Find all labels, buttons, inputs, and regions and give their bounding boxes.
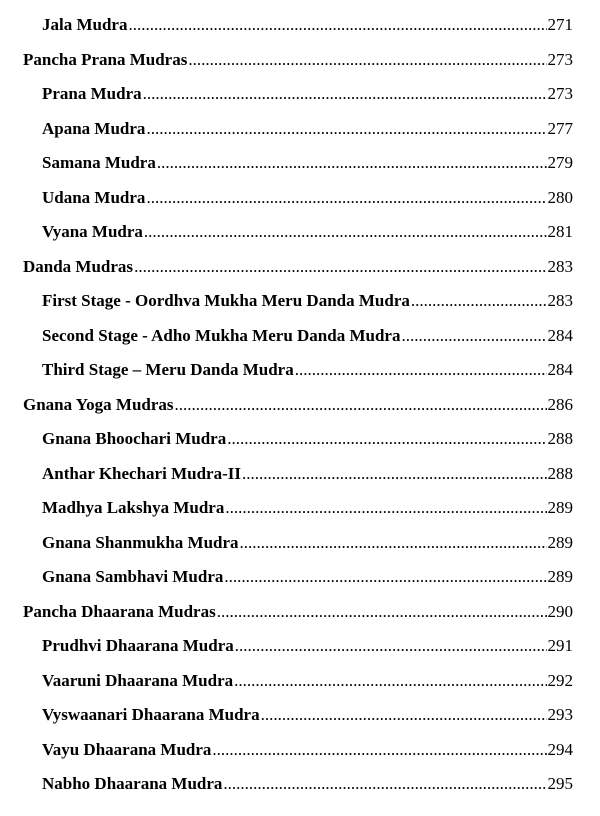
dot-leader	[175, 394, 547, 416]
dot-leader	[146, 187, 546, 209]
toc-entry-title: First Stage - Oordhva Mukha Meru Danda Mudra	[42, 291, 410, 310]
toc-entry-vyana-mudra[interactable]	[42, 221, 573, 243]
dot-leader	[411, 290, 547, 312]
toc-entry-title: Anthar Khechari Mudra-II	[42, 464, 241, 483]
dot-leader	[128, 14, 546, 36]
toc-entry-apana-mudra[interactable]	[42, 118, 573, 140]
dot-leader	[157, 152, 547, 174]
toc-entry-udana-mudra[interactable]	[42, 187, 573, 209]
toc-entry-page-number: 273	[547, 50, 573, 69]
toc-entry-nabho-dhaarana-mudra[interactable]	[42, 773, 573, 795]
toc-entry-pancha-dhaarana-mudras[interactable]	[23, 601, 573, 623]
toc-entry-title: Udana Mudra	[42, 188, 146, 207]
toc-entry-title: Vayu Dhaarana Mudra	[42, 740, 212, 759]
toc-entry-vyswaanari-dhaarana-mudra[interactable]	[42, 704, 573, 726]
toc-entry-title: Jala Mudra	[42, 15, 128, 34]
toc-entry-title: Second Stage - Adho Mukha Meru Danda Mudra	[42, 326, 401, 345]
toc-entry-title: Nabho Dhaarana Mudra	[42, 774, 223, 793]
dot-leader	[223, 773, 546, 795]
toc-entry-danda-mudras[interactable]	[23, 256, 573, 278]
toc-entry-page-number: 273	[547, 84, 573, 103]
toc-entry-gnana-bhoochari-mudra[interactable]	[42, 428, 573, 450]
toc-entry-pancha-prana-mudras[interactable]	[23, 49, 573, 71]
toc-entry-samana-mudra[interactable]	[42, 152, 573, 174]
toc-entry-page-number: 295	[547, 774, 573, 793]
toc-entry-gnana-yoga-mudras[interactable]	[23, 394, 573, 416]
toc-entry-title: Gnana Bhoochari Mudra	[42, 429, 227, 448]
dot-leader	[188, 49, 546, 71]
dot-leader	[143, 83, 547, 105]
dot-leader	[225, 497, 546, 519]
toc-entry-page-number: 289	[547, 533, 573, 552]
toc-entry-page-number: 292	[547, 671, 573, 690]
toc-entry-page-number: 284	[547, 360, 573, 379]
toc-entry-title: Pancha Dhaarana Mudras	[23, 602, 216, 621]
toc-entry-gnana-sambhavi-mudra[interactable]	[42, 566, 573, 588]
dot-leader	[144, 221, 547, 243]
dot-leader	[240, 532, 547, 554]
toc-entry-title: Gnana Shanmukha Mudra	[42, 533, 239, 552]
toc-entry-page-number: 280	[547, 188, 573, 207]
toc-entry-prudhvi-dhaarana-mudra[interactable]	[42, 635, 573, 657]
toc-entry-gnana-shanmukha-mudra[interactable]	[42, 532, 573, 554]
dot-leader	[235, 635, 547, 657]
dot-leader	[401, 325, 546, 347]
toc-entry-page-number: 290	[547, 602, 573, 621]
toc-entry-title: Vaaruni Dhaarana Mudra	[42, 671, 234, 690]
toc-entry-title: Gnana Yoga Mudras	[23, 395, 174, 414]
toc-entry-page-number: 294	[547, 740, 573, 759]
dot-leader	[217, 601, 547, 623]
toc-entry-page-number: 283	[547, 257, 573, 276]
toc-entry-title: Prana Mudra	[42, 84, 142, 103]
toc-entry-page-number: 283	[547, 291, 573, 310]
toc-entry-page-number: 284	[547, 326, 573, 345]
toc-entry-title: Third Stage – Meru Danda Mudra	[42, 360, 294, 379]
toc-entry-anthar-khechari-mudra[interactable]	[42, 463, 573, 485]
toc-entry-page-number: 288	[547, 464, 573, 483]
toc-entry-page-number: 281	[547, 222, 573, 241]
toc-entry-prana-mudra[interactable]	[42, 83, 573, 105]
toc-entry-page-number: 293	[547, 705, 573, 724]
dot-leader	[134, 256, 546, 278]
dot-leader	[212, 739, 546, 761]
toc-entry-title: Madhya Lakshya Mudra	[42, 498, 225, 517]
dot-leader	[227, 428, 546, 450]
toc-entry-page-number: 279	[547, 153, 573, 172]
toc-entry-title: Danda Mudras	[23, 257, 134, 276]
dot-leader	[261, 704, 547, 726]
toc-entry-page-number: 289	[547, 498, 573, 517]
toc-entry-title: Gnana Sambhavi Mudra	[42, 567, 224, 586]
toc-entry-jala-mudra[interactable]	[42, 14, 573, 36]
toc-entry-second-stage[interactable]	[42, 325, 573, 347]
toc-entry-page-number: 291	[547, 636, 573, 655]
toc-entry-madhya-lakshya-mudra[interactable]	[42, 497, 573, 519]
dot-leader	[295, 359, 547, 381]
toc-entry-title: Samana Mudra	[42, 153, 156, 172]
toc-entry-title: Pancha Prana Mudras	[23, 50, 188, 69]
dot-leader	[234, 670, 546, 692]
toc-entry-title: Apana Mudra	[42, 119, 146, 138]
toc-entry-page-number: 289	[547, 567, 573, 586]
toc-entry-title: Vyana Mudra	[42, 222, 143, 241]
toc-entry-first-stage[interactable]	[42, 290, 573, 312]
dot-leader	[242, 463, 547, 485]
toc-entry-page-number: 271	[547, 15, 573, 34]
toc-entry-vayu-dhaarana-mudra[interactable]	[42, 739, 573, 761]
toc-entry-page-number: 277	[547, 119, 573, 138]
dot-leader	[224, 566, 546, 588]
toc-entry-page-number: 288	[547, 429, 573, 448]
toc-entry-vaaruni-dhaarana-mudra[interactable]	[42, 670, 573, 692]
toc-entry-page-number: 286	[547, 395, 573, 414]
toc-entry-title: Prudhvi Dhaarana Mudra	[42, 636, 234, 655]
dot-leader	[146, 118, 546, 140]
toc-entry-title: Vyswaanari Dhaarana Mudra	[42, 705, 260, 724]
toc-entry-third-stage[interactable]	[42, 359, 573, 381]
